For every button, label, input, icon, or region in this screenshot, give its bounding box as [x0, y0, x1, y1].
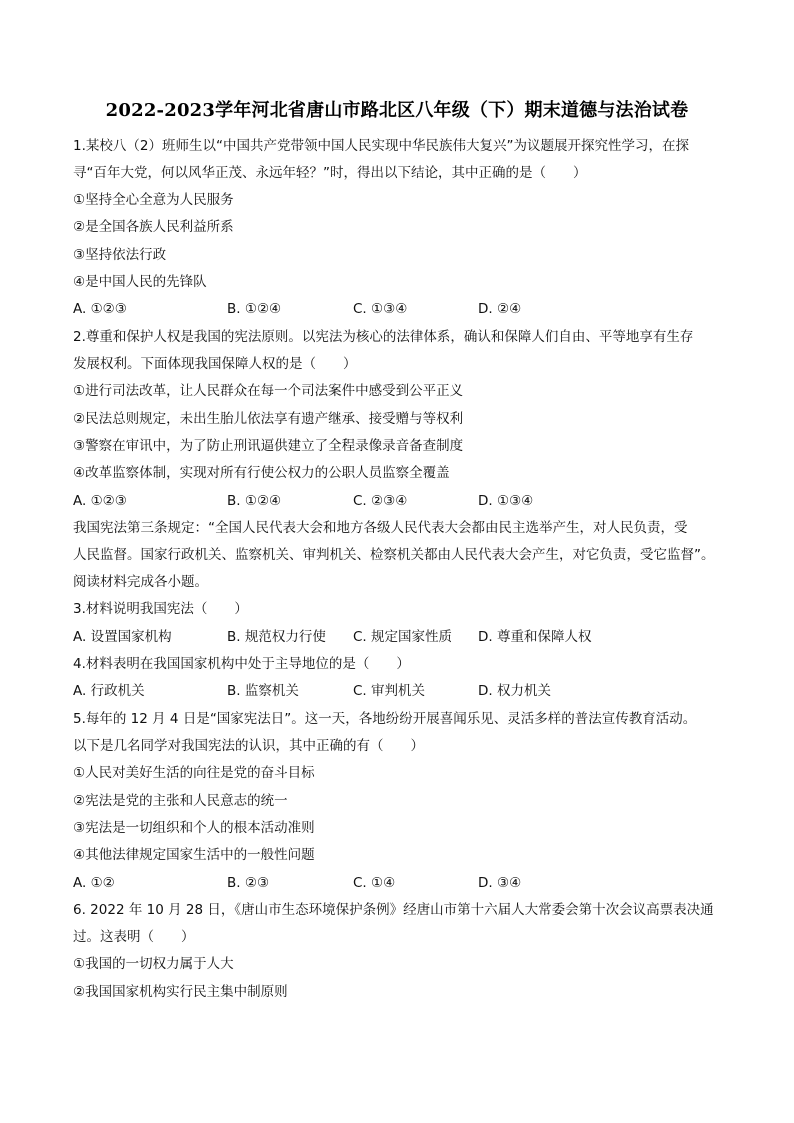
q1-stem-line1: 1.某校八（2）班师生以“中国共产党带领中国人民实现中华民族伟大复兴”为议题展开探究性学习，在探 — [73, 138, 689, 154]
q1-stem-line2: 寻“百年大党，何以风华正茂、永远年轻？”时，得出以下结论，其中正确的是（ ） — [73, 165, 587, 181]
q1-option-a[interactable]: A. ①②③ — [73, 301, 127, 317]
q5-option-b[interactable]: B. ②③ — [227, 875, 270, 891]
q2-item-4: ④改革监察体制，实现对所有行使公权力的公职人员监察全覆盖 — [73, 465, 450, 481]
q2-item-3: ③警察在审讯中，为了防止刑讯逼供建立了全程录像录音备查制度 — [73, 438, 464, 454]
q5-stem-line2: 以下是几名同学对我国宪法的认识，其中正确的有（ ） — [73, 738, 424, 754]
q3-stem: 3.材料说明我国宪法（ ） — [73, 601, 248, 617]
q2-option-c[interactable]: C. ②③④ — [353, 493, 408, 509]
q5-item-4: ④其他法律规定国家生活中的一般性问题 — [73, 847, 315, 863]
q4-option-c[interactable]: C. 审判机关 — [353, 683, 426, 699]
q2-item-1: ①进行司法改革，让人民群众在每一个司法案件中感受到公平正义 — [73, 383, 464, 399]
q6-item-2: ②我国国家机构实行民主集中制原则 — [73, 984, 288, 1000]
q5-option-d[interactable]: D. ③④ — [478, 875, 522, 891]
q5-stem-line1: 5.每年的 12 月 4 日是“国家宪法日”。这一天，各地纷纷开展喜闻乐见、灵活多样的普法宣传教育活动。 — [73, 711, 697, 727]
q5-item-2: ②宪法是党的主张和人民意志的统一 — [73, 793, 288, 809]
q3-option-c[interactable]: C. 规定国家性质 — [353, 629, 453, 645]
q4-option-b[interactable]: B. 监察机关 — [227, 683, 299, 699]
q5-option-c[interactable]: C. ①④ — [353, 875, 396, 891]
material-line1: 我国宪法第三条规定：“全国人民代表大会和地方各级人民代表大会都由民主选举产生，对人民负责，受 — [73, 520, 688, 536]
q5-item-3: ③宪法是一切组织和个人的根本活动准则 — [73, 820, 315, 836]
q4-option-a[interactable]: A. 行政机关 — [73, 683, 145, 699]
q6-stem-line2: 过。这表明（ ） — [73, 929, 195, 945]
q1-option-d[interactable]: D. ②④ — [478, 301, 522, 317]
q3-option-b[interactable]: B. 规范权力行使 — [227, 629, 326, 645]
q2-stem-line2: 发展权利。下面体现我国保障人权的是（ ） — [73, 356, 357, 372]
q1-item-1: ①坚持全心全意为人民服务 — [73, 192, 234, 208]
material-line3: 阅读材料完成各小题。 — [73, 574, 208, 590]
q6-item-1: ①我国的一切权力属于人大 — [73, 956, 234, 972]
q5-item-1: ①人民对美好生活的向往是党的奋斗目标 — [73, 765, 315, 781]
q1-item-2: ②是全国各族人民利益所系 — [73, 219, 234, 235]
exam-title: 2022-2023学年河北省唐山市路北区八年级（下）期末道德与法治试卷 — [105, 100, 689, 121]
q2-option-a[interactable]: A. ①②③ — [73, 493, 127, 509]
q3-option-a[interactable]: A. 设置国家机构 — [73, 629, 172, 645]
q4-stem: 4.材料表明在我国国家机构中处于主导地位的是（ ） — [73, 656, 410, 672]
q1-item-4: ④是中国人民的先锋队 — [73, 274, 207, 290]
material-line2: 人民监督。国家行政机关、监察机关、审判机关、检察机关都由人民代表大会产生，对它负责，受它监督”。 — [73, 547, 715, 563]
q2-option-d[interactable]: D. ①③④ — [478, 493, 534, 509]
q4-option-d[interactable]: D. 权力机关 — [478, 683, 551, 699]
q2-stem-line1: 2.尊重和保护人权是我国的宪法原则。以宪法为核心的法律体系，确认和保障人们自由、平等地享有生存 — [73, 329, 694, 345]
q3-option-d[interactable]: D. 尊重和保障人权 — [478, 629, 592, 645]
q1-option-b[interactable]: B. ①②④ — [227, 301, 282, 317]
q2-option-b[interactable]: B. ①②④ — [227, 493, 282, 509]
q2-item-2: ②民法总则规定，未出生胎儿依法享有遗产继承、接受赠与等权利 — [73, 411, 464, 427]
q1-item-3: ③坚持依法行政 — [73, 247, 167, 263]
q1-option-c[interactable]: C. ①③④ — [353, 301, 408, 317]
q6-stem-line1: 6. 2022 年 10 月 28 日，《唐山市生态环境保护条例》经唐山市第十六届人大常委会第十次会议高票表决通 — [73, 902, 714, 918]
q5-option-a[interactable]: A. ①② — [73, 875, 115, 891]
